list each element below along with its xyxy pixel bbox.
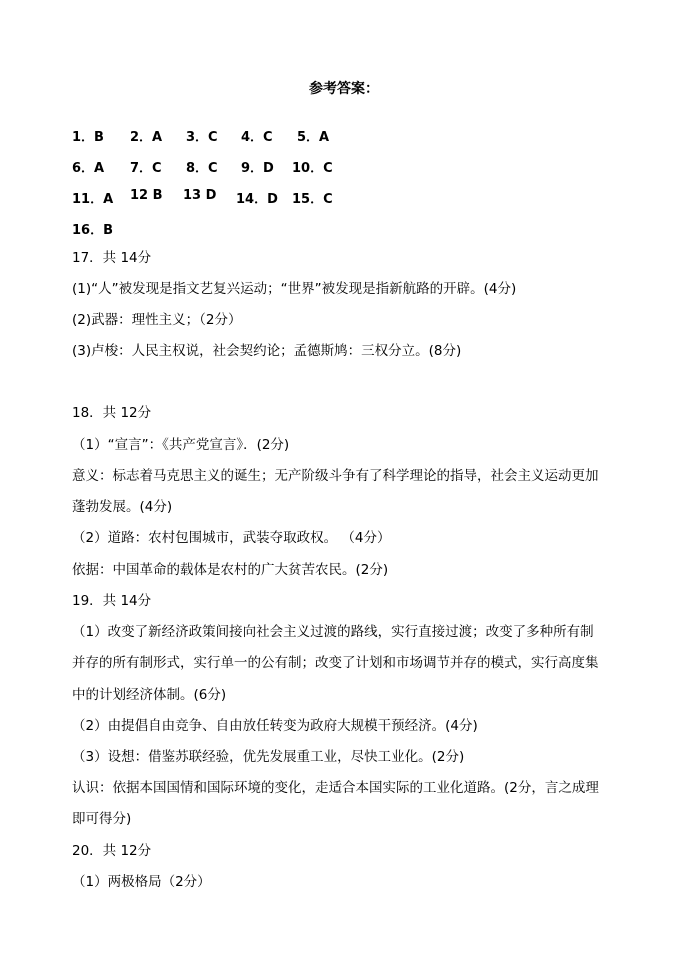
answer-item: 12 B — [130, 188, 163, 203]
answer-item: 14．D — [236, 192, 278, 207]
text-line: 认识：依据本国国情和国际环境的变化，走适合本国实际的工业化道路。(2分，言之成理 — [72, 780, 599, 796]
text-line: (2)武器：理性主义；（2分） — [72, 312, 242, 328]
text-line: （1）改变了新经济政策间接向社会主义过渡的路线，实行直接过渡；改变了多种所有制 — [72, 624, 594, 640]
text-line: （2）道路：农村包围城市，武装夺取政权。 （4分） — [72, 530, 391, 546]
text-line: 依据：中国革命的载体是农村的广大贫苦农民。(2分) — [72, 562, 389, 578]
text-line: (1)“人”被发现是指文艺复兴运动；“世界”被发现是指新航路的开辟。(4分) — [72, 281, 517, 297]
section-heading: 20．共 12分 — [72, 843, 152, 859]
answer-item: 11．A — [72, 192, 114, 207]
text-line: 即可得分) — [72, 811, 132, 827]
text-line: 中的计划经济体制。(6分) — [72, 687, 227, 703]
text-line: 蓬勃发展。(4分) — [72, 499, 173, 515]
answer-item: 16．B — [72, 223, 113, 238]
answer-item: 3．C — [186, 130, 218, 145]
answer-item: 15．C — [292, 192, 333, 207]
text-line: （2）由提倡自由竞争、自由放任转变为政府大规模干预经济。(4分) — [72, 718, 478, 734]
answer-item: 4．C — [241, 130, 273, 145]
answer-item: 7．C — [130, 161, 162, 176]
section-heading: 17．共 14分 — [72, 250, 152, 266]
answer-item: 8．C — [186, 161, 218, 176]
answer-item: 6．A — [72, 161, 105, 176]
answer-item: 13 D — [183, 188, 217, 203]
text-line: (3)卢梭：人民主权说，社会契约论；孟德斯鸠：三权分立。(8分) — [72, 343, 462, 359]
section-heading: 19．共 14分 — [72, 593, 152, 609]
page-title: 参考答案： — [309, 81, 379, 97]
answer-item: 1．B — [72, 130, 104, 145]
text-line: 意义：标志着马克思主义的诞生；无产阶级斗争有了科学理论的指导，社会主义运动更加 — [72, 468, 599, 484]
section-heading: 18．共 12分 — [72, 405, 152, 421]
text-line: （3）设想：借鉴苏联经验，优先发展重工业，尽快工业化。(2分) — [72, 749, 465, 765]
answer-item: 9．D — [241, 161, 274, 176]
answer-item: 5．A — [297, 130, 330, 145]
text-line: 并存的所有制形式，实行单一的公有制；改变了计划和市场调节并存的模式，实行高度集 — [72, 655, 599, 671]
text-line: （1）“宣言”：《共产党宣言》．(2分) — [72, 437, 290, 453]
text-line: （1）两极格局（2分） — [72, 874, 211, 890]
answer-item: 2．A — [130, 130, 163, 145]
answer-item: 10．C — [292, 161, 333, 176]
